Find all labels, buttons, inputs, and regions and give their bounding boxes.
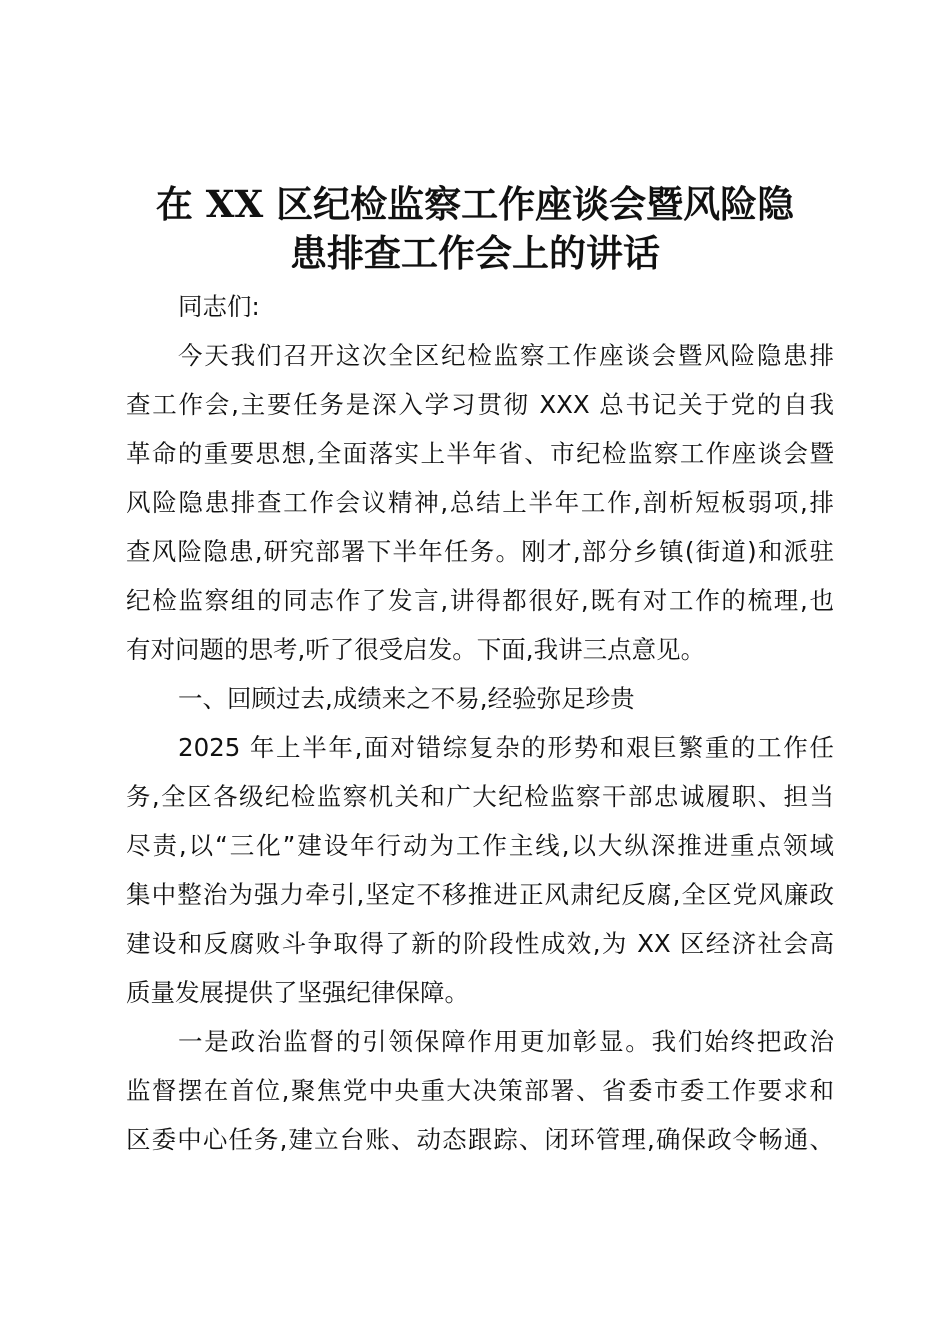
paragraph-line: 2025 年上半年,面对错综复杂的形势和艰巨繁重的工作任 xyxy=(178,733,834,762)
paragraph-line: 革命的重要思想,全面落实上半年省、市纪检监察工作座谈会暨 xyxy=(126,439,834,468)
title-line: 在 XX 区纪检监察工作座谈会暨风险隐 xyxy=(155,182,795,226)
paragraph-line: 建设和反腐败斗争取得了新的阶段性成效,为 XX 区经济社会高 xyxy=(126,929,834,958)
section-heading: 一、回顾过去,成绩来之不易,经验弥足珍贵 xyxy=(178,684,635,713)
paragraph-line: 纪检监察组的同志作了发言,讲得都很好,既有对工作的梳理,也 xyxy=(126,586,834,615)
paragraph-line: 查工作会,主要任务是深入学习贯彻 XXX 总书记关于党的自我 xyxy=(126,390,834,419)
paragraph-line: 有对问题的思考,听了很受启发。下面,我讲三点意见。 xyxy=(126,635,706,664)
paragraph-line: 集中整治为强力牵引,坚定不移推进正风肃纪反腐,全区党风廉政 xyxy=(126,880,834,909)
paragraph-line: 监督摆在首位,聚焦党中央重大决策部署、省委市委工作要求和 xyxy=(126,1076,834,1105)
paragraph-line: 一是政治监督的引领保障作用更加彰显。我们始终把政治 xyxy=(178,1027,834,1056)
paragraph-line: 务,全区各级纪检监察机关和广大纪检监察干部忠诚履职、担当 xyxy=(126,782,834,811)
title-line: 患排查工作会上的讲话 xyxy=(290,231,660,275)
salutation: 同志们: xyxy=(178,292,260,321)
paragraph-line: 质量发展提供了坚强纪律保障。 xyxy=(126,978,469,1007)
paragraph-line: 今天我们召开这次全区纪检监察工作座谈会暨风险隐患排 xyxy=(178,341,834,370)
paragraph-line: 尽责,以“三化”建设年行动为工作主线,以大纵深推进重点领域 xyxy=(126,831,834,860)
paragraph-line: 风险隐患排查工作会议精神,总结上半年工作,剖析短板弱项,排 xyxy=(126,488,834,517)
document-title xyxy=(120,180,830,278)
paragraph-line: 区委中心任务,建立台账、动态跟踪、闭环管理,确保政令畅通、 xyxy=(126,1125,834,1154)
document-body xyxy=(126,282,834,1164)
paragraph-line: 查风险隐患,研究部署下半年任务。刚才,部分乡镇(街道)和派驻 xyxy=(126,537,834,566)
